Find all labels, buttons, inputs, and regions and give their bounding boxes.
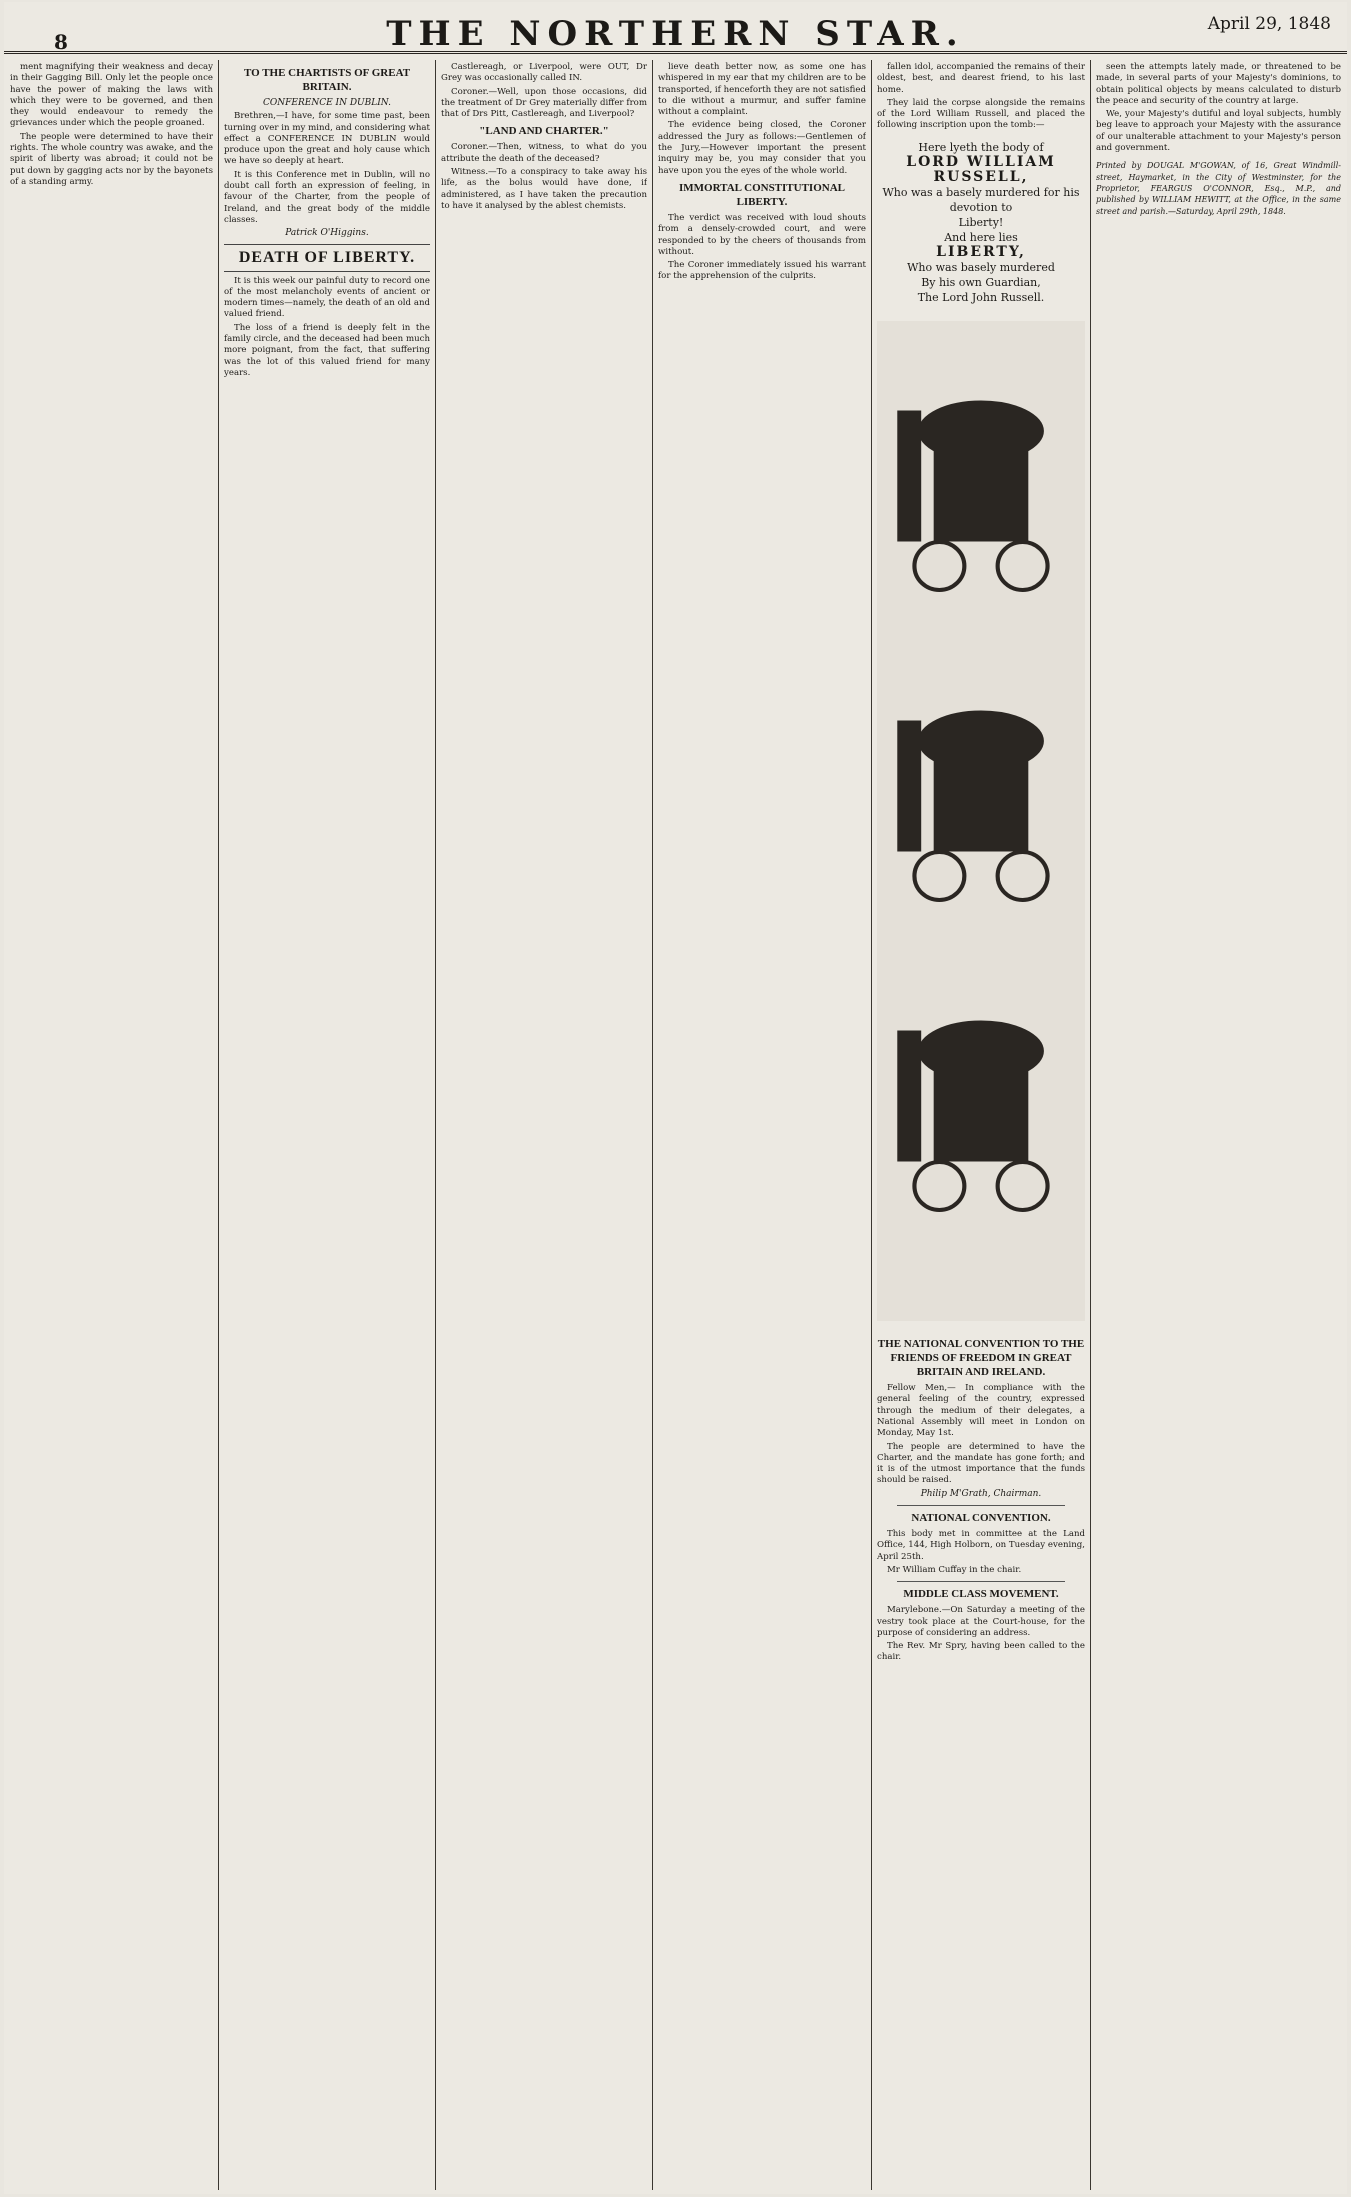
article-opening: This body met in committee at the Land Office, 144, High Holborn, on Tuesday evening, April 25th. [877, 1529, 1085, 1562]
article-opening: It is this week our painful duty to record one of the most melancholy events of ancient or modern times—namely, the death of an old and valued friend. [224, 275, 430, 320]
article-body: Mr William Cuffay in the chair. [887, 1564, 1022, 1575]
article-heading: DEATH OF LIBERTY. [224, 244, 430, 272]
epitaph-line: Who was a basely murdered for his devotion to [882, 185, 1080, 214]
article-body: They laid the corpse alongside the remains of the Lord William Russell, and placed the following inscription upon the tomb:— [877, 97, 1085, 131]
article-opening: Coroner.—Then, witness, to what do you attribute the death of the deceased? [441, 142, 647, 164]
article-opening: lieve death better now, as some one has whispered in my ear that my children are to be transported, if henceforth they are not satisfied to die without a murmur, and suffer famine without a complaint. [658, 62, 866, 118]
newspaper-page [4, 2, 1347, 2194]
article-opening: ment magnifying their weakness and decay in their Gagging Bill. Only let the people once have the power of making the laws with which they were to be governed, and then they would endeavour to remedy the grievances under which the people groaned. [10, 62, 213, 129]
column-3 [441, 62, 647, 2187]
epitaph-line: Who was basely murdered [907, 260, 1055, 274]
article-opening: Fellow Men,— In compliance with the general feeling of the country, expressed through the medium of their delegates, a National Assembly will meet in London on Monday, May 1st. [877, 1383, 1085, 1439]
article-heading: "LAND AND CHARTER." [479, 125, 609, 138]
article-body: The Coroner immediately issued his warrant for the apprehension of the culprits. [658, 260, 866, 282]
article-body: Coroner.—Well, upon those occasions, did the treatment of Dr Grey materially differ from that of Drs Pitt, Castlereagh, and Liverpool? [441, 86, 647, 120]
article-opening: The verdict was received with loud shouts from a densely-crowded court, and were responded to by the cheers of thousands from without. [658, 212, 866, 257]
article-heading: THE NATIONAL CONVENTION TO THE FRIENDS OF FREEDOM IN GREAT BRITAIN AND IRELAND. [877, 1338, 1085, 1379]
article-heading: IMMORTAL CONSTITUTIONAL LIBERTY. [679, 181, 845, 208]
epitaph-line: LORD WILLIAM RUSSELL, [906, 153, 1056, 185]
article-subheading: CONFERENCE IN DUBLIN. [263, 98, 391, 108]
funeral-procession-illustration [877, 321, 1085, 1321]
epitaph-line: LIBERTY, [936, 243, 1026, 260]
article-signature: Philip M'Grath, Chairman. [920, 1488, 1042, 1499]
article-body: The loss of a friend is deeply felt in the family circle, and the deceased had been much more poignant, from the fact, that suffering was the lot of this valued friend for many years. [224, 322, 430, 378]
epitaph-line: By his own Guardian, [921, 275, 1041, 289]
column-rule [1090, 60, 1091, 2190]
epitaph-line: Here lyeth the body of [918, 140, 1044, 154]
section-divider [897, 1581, 1065, 1582]
article-heading: MIDDLE CLASS MOVEMENT. [903, 1588, 1059, 1601]
article-body: The evidence being closed, the Coroner addressed the Jury as follows:—Gentlemen of the Jury,—However important the present inquiry may be, you may consider that you have upon you the eyes of the whole world. [658, 120, 866, 176]
column-5 [877, 62, 1085, 2187]
article-body: We, your Majesty's dutiful and loyal subjects, humbly beg leave to approach your Majesty with the assurance of our unalterable attachment to your Majesty's person and government. [1096, 109, 1341, 154]
article-body: It is this Conference met in Dublin, will no doubt call forth an expression of feeling, in favour of the Charter, from the people of Ireland, and the great body of the middle classes. [224, 169, 430, 225]
article-opening: Castlereagh, or Liverpool, were OUT, Dr Grey was occasionally called IN. [441, 62, 647, 84]
article-signature: Patrick O'Higgins. [285, 228, 369, 239]
epitaph-line: And here lies [944, 230, 1018, 244]
column-rule [218, 60, 219, 2190]
article-opening: Marylebone.—On Saturday a meeting of the vestry took place at the Court-house, for the purpose of considering an address. [877, 1605, 1085, 1638]
issue-date: April 29, 1848 [1207, 14, 1331, 34]
column-4 [658, 62, 866, 2187]
column-1 [10, 62, 213, 2187]
tomb-inscription [877, 140, 1085, 305]
article-body: Witness.—To a conspiracy to take away his life, as the bolus would have done, if administered, as I have taken the precaution to have it analysed by the ablest chemists. [441, 167, 647, 211]
article-body: The people were determined to have their rights. The whole country was awake, and the spirit of liberty was abroad; it could not be put down by gagging acts nor by the bayonets of a standing army. [10, 131, 213, 187]
section-divider [897, 1505, 1065, 1506]
epitaph-line: Liberty! [958, 215, 1004, 229]
column-rule [435, 60, 436, 2190]
epitaph-line: The Lord John Russell. [917, 290, 1045, 304]
article-heading: TO THE CHARTISTS OF GREAT BRITAIN. [243, 67, 411, 93]
article-opening: seen the attempts lately made, or threatened to be made, in several parts of your Majesty's dominions, to obtain political objects by means calculated to disturb the peace and security of the country at large. [1096, 62, 1341, 106]
printer-imprint: Printed by DOUGAL M'GOWAN, of 16, Great Windmill-street, Haymarket, in the City of Westminster, for the Proprietor, FEARGUS O'CONNOR, Esq., M.P., and published by WILLIAM HEWITT, at the Office, in the same street and parish.—Saturday, April 29th, 1848. [1096, 161, 1341, 216]
article-body: The Rev. Mr Spry, having been called to the chair. [877, 1641, 1085, 1663]
column-rule [652, 60, 653, 2190]
article-opening: Brethren,—I have, for some time past, been turning over in my mind, and considering what effect a CONFERENCE IN DUBLIN would produce upon the great and holy cause which we have so deeply at heart. [224, 111, 430, 167]
column-2 [224, 62, 430, 2187]
masthead [4, 2, 1347, 54]
article-opening: fallen idol, accompanied the remains of their oldest, best, and dearest friend, to his last home. [877, 62, 1085, 95]
newspaper-title: THE NORTHERN STAR. [386, 14, 965, 54]
article-body: The people are determined to have the Charter, and the mandate has gone forth; and it is of the utmost importance that the funds should be raised. [877, 1441, 1085, 1486]
page-number: 8 [54, 30, 68, 54]
column-rule [871, 60, 872, 2190]
article-heading: NATIONAL CONVENTION. [911, 1512, 1051, 1525]
column-6 [1096, 62, 1341, 2187]
